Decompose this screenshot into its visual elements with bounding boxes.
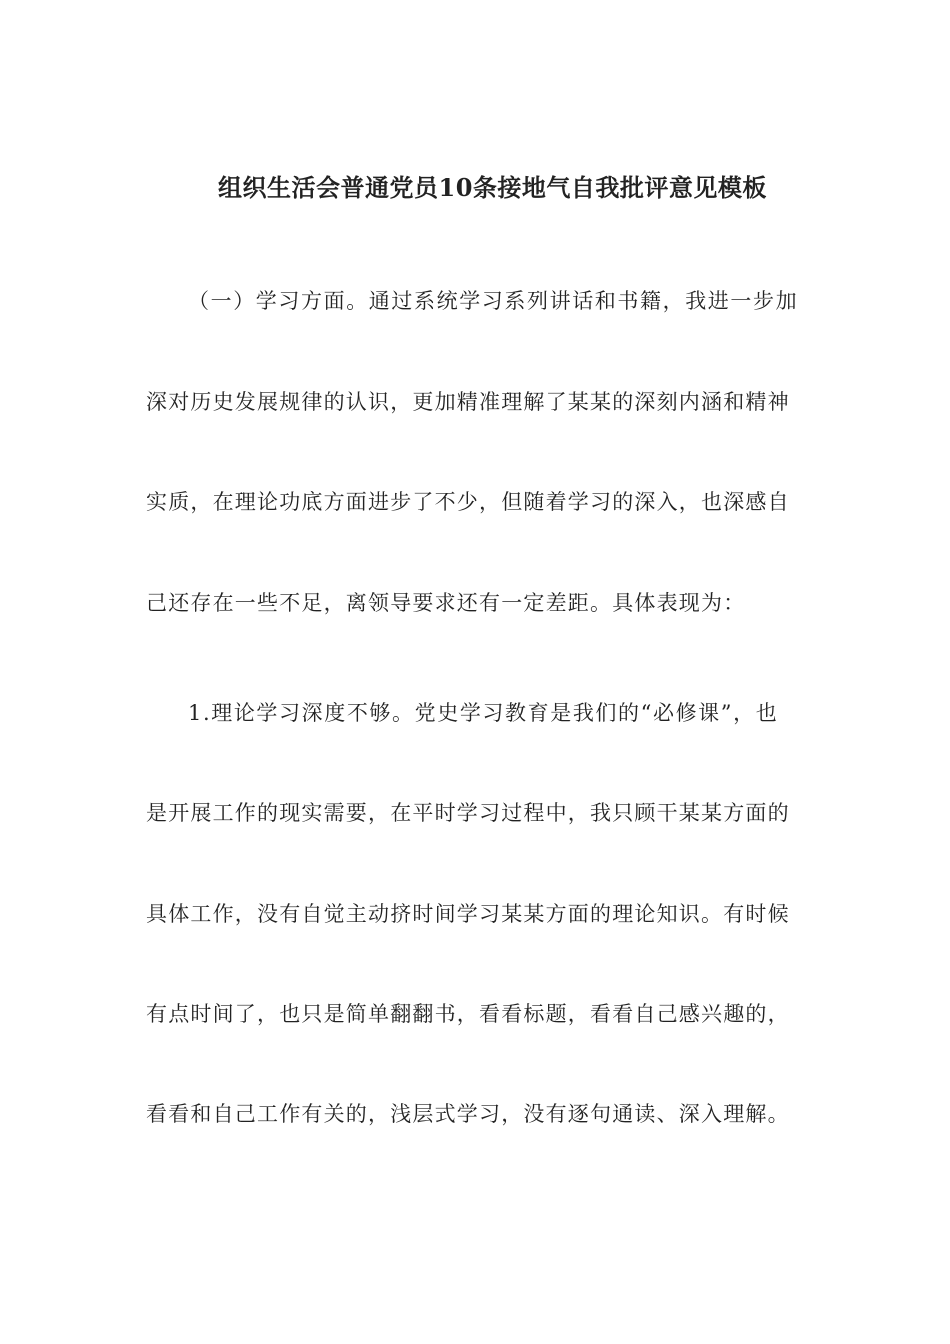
paragraph-line: 有点时间了，也只是简单翻翻书，看看标题，看看自己感兴趣的， — [146, 1002, 790, 1026]
paragraph-line: 是开展工作的现实需要，在平时学习过程中，我只顾干某某方面的 — [146, 801, 790, 825]
paragraph-line: （一）学习方面。通过系统学习系列讲话和书籍，我进一步加 — [188, 289, 799, 313]
paragraph-line: 深对历史发展规律的认识，更加精准理解了某某的深刻内涵和精神 — [146, 390, 790, 414]
paragraph-line: 具体工作，没有自觉主动挤时间学习某某方面的理论知识。有时候 — [146, 902, 790, 926]
paragraph-line: 己还存在一些不足，离领导要求还有一定差距。具体表现为： — [146, 591, 746, 615]
paragraph-line: 实质，在理论功底方面进步了不少，但随着学习的深入，也深感自 — [146, 490, 790, 514]
document-title: 组织生活会普通党员10条接地气自我批评意见模板 — [218, 173, 767, 202]
paragraph-line: 1.理论学习深度不够。党史学习教育是我们的“必修课”，也 — [188, 701, 779, 725]
paragraph-line: 看看和自己工作有关的，浅层式学习，没有逐句通读、深入理解。 — [146, 1102, 790, 1126]
